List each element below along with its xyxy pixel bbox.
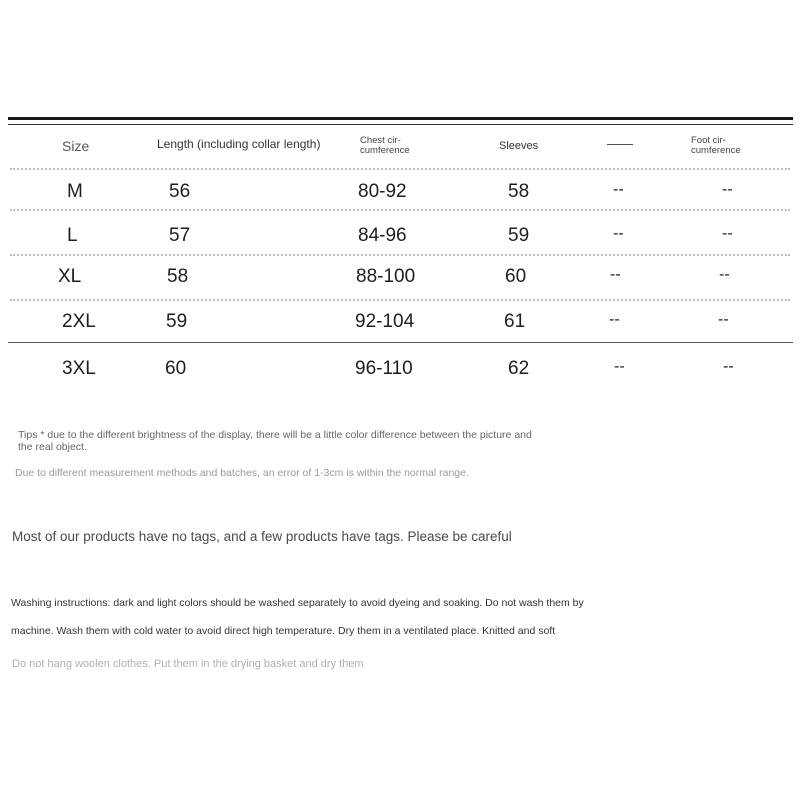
- row-size: XL: [58, 266, 82, 287]
- row-blank: --: [613, 225, 624, 242]
- row-divider: [10, 254, 790, 256]
- hang-note: Do not hang woolen clothes. Put them in the drying basket and dry them: [12, 658, 364, 670]
- row-sleeves: 62: [508, 358, 530, 379]
- row-sleeves: 61: [504, 311, 526, 332]
- row-length: 60: [165, 358, 187, 379]
- header-foot: Foot cir-cumference: [691, 135, 741, 156]
- row-blank: --: [613, 181, 624, 198]
- row-blank: --: [609, 311, 620, 328]
- row-sleeves: 59: [508, 225, 530, 246]
- washing-instructions-line2: machine. Wash them with cold water to avoid direct high temperature. Dry them in a ventilated place. Knitted and soft: [11, 625, 556, 637]
- row-blank: --: [614, 358, 625, 375]
- row-divider: [10, 168, 790, 170]
- table-top-rule: [8, 117, 793, 120]
- row-sleeves: 58: [508, 181, 530, 202]
- row-foot: --: [723, 358, 734, 375]
- row-chest: 80-92: [358, 181, 407, 202]
- row-divider: [10, 209, 790, 211]
- row-size: L: [67, 225, 78, 246]
- row-divider-solid: [8, 342, 793, 343]
- row-foot: --: [722, 181, 733, 198]
- row-chest: 88-100: [356, 266, 416, 287]
- row-size: 2XL: [62, 311, 96, 332]
- header-chest: Chest cir-cumference: [360, 135, 410, 156]
- row-chest: 84-96: [358, 225, 407, 246]
- row-length: 57: [169, 225, 191, 246]
- row-sleeves: 60: [505, 266, 527, 287]
- row-length: 58: [167, 266, 189, 287]
- row-size: 3XL: [62, 358, 96, 379]
- row-divider: [10, 299, 790, 301]
- header-blank: ——: [607, 136, 633, 151]
- row-foot: --: [718, 311, 729, 328]
- washing-instructions-line1: Washing instructions: dark and light colors should be washed separately to avoid dyeing and soaking. Do not wash them by: [11, 597, 584, 609]
- header-length: Length (including collar length): [157, 137, 321, 151]
- row-blank: --: [610, 266, 621, 283]
- tags-note: Most of our products have no tags, and a few products have tags. Please be careful: [12, 529, 512, 544]
- measurement-note: Due to different measurement methods and batches, an error of 1-3cm is within the normal range.: [15, 467, 469, 479]
- table-top-rule-thin: [8, 124, 793, 125]
- row-size: M: [67, 181, 83, 202]
- header-sleeves: Sleeves: [499, 140, 539, 152]
- row-foot: --: [722, 225, 733, 242]
- row-chest: 96-110: [355, 358, 413, 379]
- row-length: 59: [166, 311, 188, 332]
- header-size: Size: [62, 138, 90, 154]
- tips-note: Tips * due to the different brightness of the display, there will be a little color difference between the picture and the real object.: [18, 429, 532, 453]
- row-length: 56: [169, 181, 191, 202]
- row-chest: 92-104: [355, 311, 415, 332]
- row-foot: --: [719, 266, 730, 283]
